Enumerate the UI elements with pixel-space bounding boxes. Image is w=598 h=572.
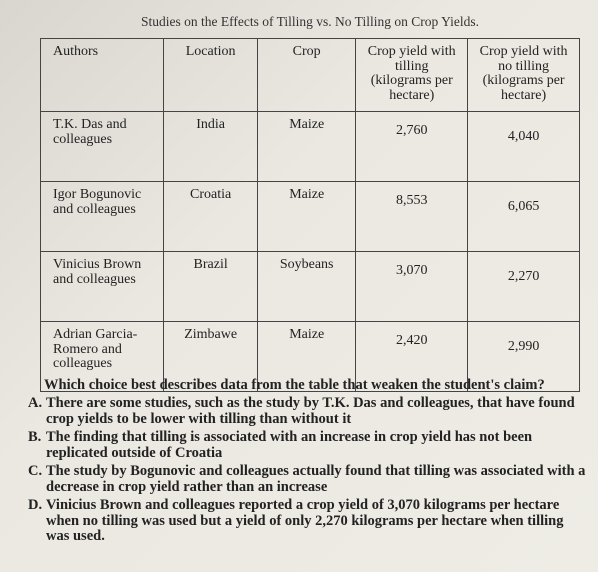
cell-authors: Igor Bogunovic and colleagues [41, 182, 164, 252]
cell-yield-tilling: 3,070 [356, 252, 468, 322]
cell-yield-no-tilling: 2,990 [468, 322, 580, 392]
header-yield-no-tilling: Crop yield with no tilling (kilograms per hectare) [468, 39, 580, 112]
table-row [41, 182, 580, 252]
choice-text: The finding that tilling is associated with an increase in crop yield has not been replicated outside of Croatia [46, 428, 533, 461]
header-yield-tilling: Crop yield with tilling (kilograms per hectare) [356, 39, 468, 112]
header-location: Location [164, 39, 258, 112]
answer-choice-b[interactable] [28, 430, 588, 462]
cell-yield-no-tilling: 6,065 [468, 182, 580, 252]
cell-crop: Maize [258, 322, 356, 392]
cell-location: Croatia [164, 182, 258, 252]
cell-yield-tilling: 2,760 [356, 112, 468, 182]
choice-letter: B. [28, 428, 42, 445]
cell-yield-no-tilling: 2,270 [468, 252, 580, 322]
yield-table [40, 38, 580, 392]
cell-crop: Maize [258, 182, 356, 252]
table-row [41, 252, 580, 322]
question-prompt: Which choice best describes data from the table that weaken the student's claim? [44, 377, 545, 393]
choice-text: The study by Bogunovic and colleagues actually found that tilling was associated with a decrease in crop yield rather than an increase [46, 462, 586, 495]
cell-authors: T.K. Das and colleagues [41, 112, 164, 182]
cell-yield-tilling: 2,420 [356, 322, 468, 392]
cell-crop: Maize [258, 112, 356, 182]
cell-location: Brazil [164, 252, 258, 322]
answer-choice-d[interactable] [28, 498, 588, 546]
header-crop: Crop [258, 39, 356, 112]
cell-authors: Adrian Garcia-Romero and colleagues [41, 322, 164, 392]
answer-choice-c[interactable] [28, 464, 588, 496]
cell-yield-no-tilling: 4,040 [468, 112, 580, 182]
choice-letter: A. [28, 394, 43, 411]
question-block [28, 378, 588, 545]
cell-crop: Soybeans [258, 252, 356, 322]
cell-location: India [164, 112, 258, 182]
choice-letter: D. [28, 496, 43, 513]
table-header-row [41, 39, 580, 112]
choice-text: There are some studies, such as the study by T.K. Das and colleagues, that have found crop yields to be lower with tilling than without it [46, 394, 575, 427]
answer-choice-a[interactable] [28, 396, 588, 428]
cell-location: Zimbawe [164, 322, 258, 392]
choice-letter: C. [28, 462, 43, 479]
cell-yield-tilling: 8,553 [356, 182, 468, 252]
header-authors: Authors [41, 39, 164, 112]
choice-text: Vinicius Brown and colleagues reported a crop yield of 3,070 kilograms per hectare when no tilling was used but a yield of only 2,270 kilograms per hectare when tilling was used. [46, 496, 564, 545]
table-title: Studies on the Effects of Tilling vs. No Tilling on Crop Yields. [141, 14, 479, 29]
table-row [41, 112, 580, 182]
cell-authors: Vinicius Brown and colleagues [41, 252, 164, 322]
